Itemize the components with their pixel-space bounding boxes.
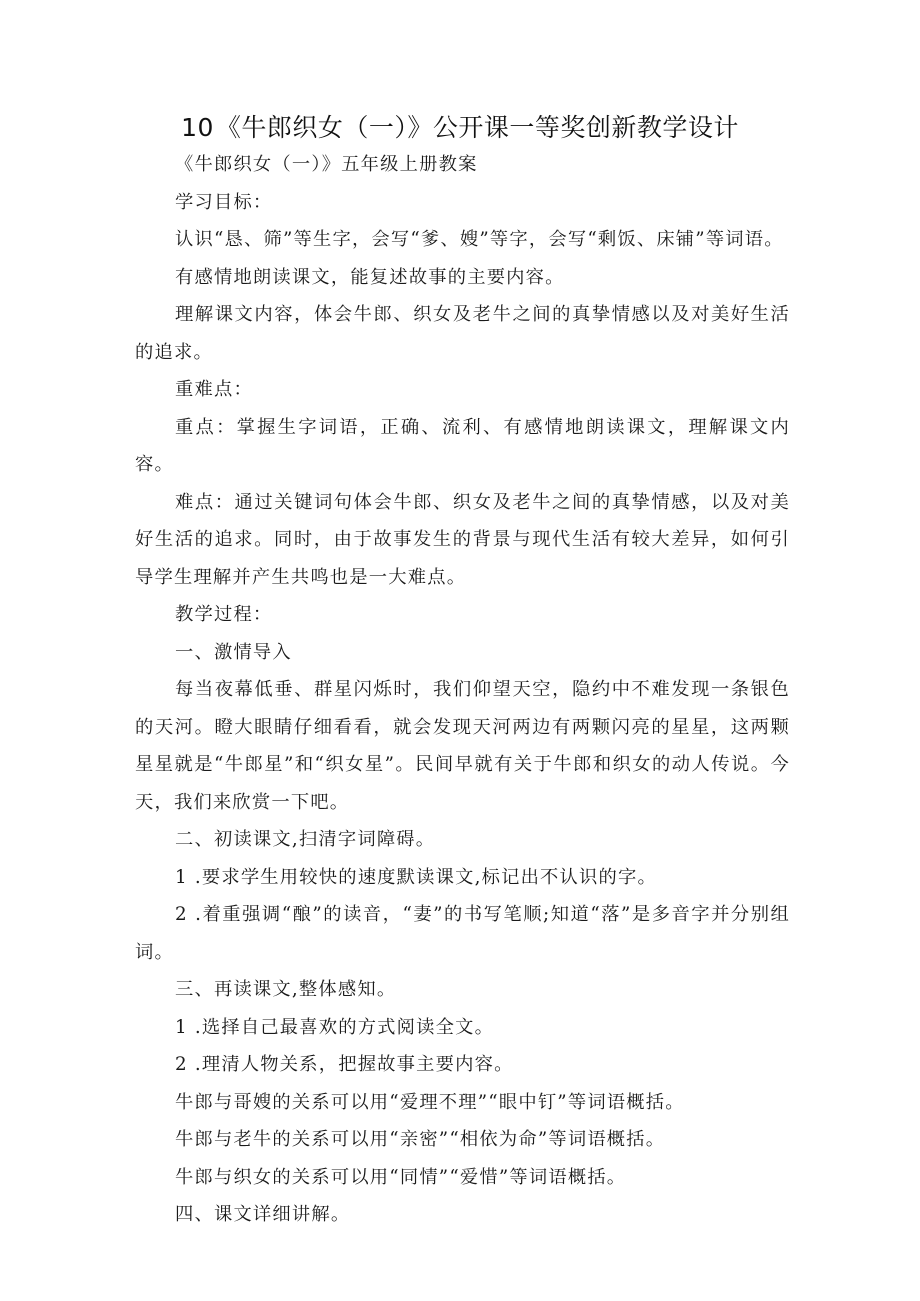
section-heading: 重难点： [175, 379, 253, 400]
list-item: 1 .选择自己最喜欢的方式阅读全文。 [175, 1016, 495, 1038]
paragraph: 每当夜幕低垂、群星闪烁时，我们仰望天空，隐约中不难发现一条银色的天河。瞪大眼睛仔细看看，就会发现天河两边有两颗闪亮的星星，这两颗星星就是“牛郎星”和“织女星”。民间早就有关于牛郎和织女的动人传说。今天，我们来欣赏一下吧。 [135, 679, 790, 813]
list-item: 2 .理清人物关系，把握故事主要内容。 [175, 1054, 514, 1075]
title-text: 《牛郎织女（一）》公开课一等奖创新教学设计 [215, 113, 739, 142]
paragraph: 牛郎与哥嫂的关系可以用“爱理不理”“眼中钉”等词语概括。 [175, 1091, 685, 1113]
step-heading: 三、再读课文,整体感知。 [175, 979, 397, 1000]
paragraph: 重点：掌握生字词语，正确、流利、有感情地朗读课文，理解课文内容。 [135, 416, 790, 475]
list-item: 2 .着重强调“酿”的读音，“妻”的书写笔顺;知道“落”是多音字并分别组词。 [135, 904, 790, 963]
document-body [135, 146, 790, 1234]
step-heading: 一、激情导入 [175, 641, 292, 663]
subtitle-line: 《牛郎织女（一）》五年级上册教案 [175, 154, 478, 175]
paragraph: 难点：通过关键词句体会牛郎、织女及老牛之间的真挚情感，以及对美好生活的追求。同时，由于故事发生的背景与现代生活有较大差异，如何引导学生理解并产生共鸣也是一大难点。 [135, 491, 790, 588]
paragraph: 牛郎与老牛的关系可以用“亲密”“相依为命”等词语概括。 [175, 1129, 666, 1150]
paragraph: 理解课文内容，体会牛郎、织女及老牛之间的真挚情感以及对美好生活的追求。 [135, 304, 790, 363]
paragraph: 认识“恳、筛”等生字，会写“爹、嫂”等字，会写“剩饭、床铺”等词语。 [175, 229, 784, 250]
section-heading: 教学过程： [175, 604, 273, 625]
document-title [0, 108, 920, 148]
section-heading: 学习目标： [175, 191, 273, 213]
step-heading: 二、初读课文,扫清字词障碍。 [175, 829, 436, 850]
list-item: 1 .要求学生用较快的速度默读课文,标记出不认识的字。 [175, 866, 657, 888]
step-heading: 四、课文详细讲解。 [175, 1204, 351, 1225]
title-number: 10 [181, 113, 214, 142]
paragraph: 牛郎与织女的关系可以用“同情”“爱惜”等词语概括。 [175, 1166, 627, 1188]
paragraph: 有感情地朗读课文，能复述故事的主要内容。 [175, 266, 565, 288]
